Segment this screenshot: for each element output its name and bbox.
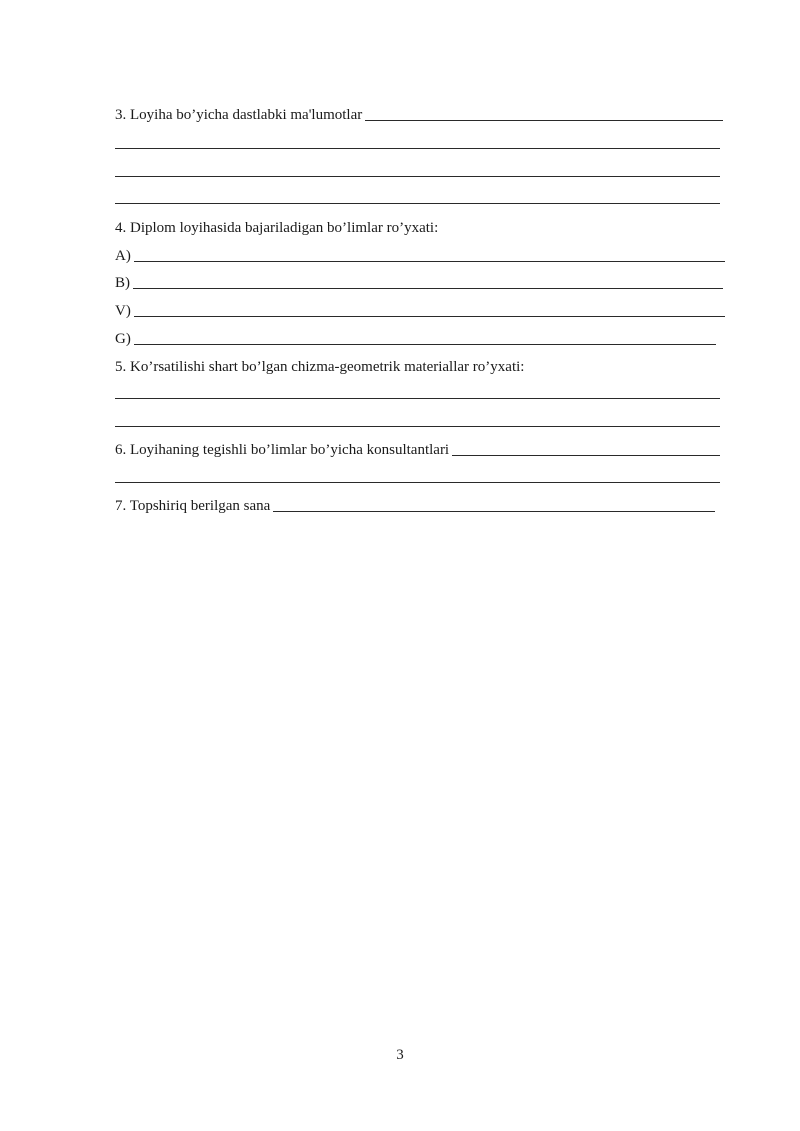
item-label: G): [115, 331, 131, 347]
section-5-title: 5. Ko’rsatilishi shart bo’lgan chizma-geometrik materiallar ro’yxati:: [115, 359, 525, 375]
section-4-item-v: [115, 298, 725, 320]
section-3-blank-line[interactable]: [115, 203, 720, 204]
section-6-row: [115, 437, 720, 459]
section-6-blank[interactable]: [452, 455, 720, 456]
section-5-blank-line[interactable]: [115, 398, 720, 399]
item-v-blank[interactable]: [134, 316, 725, 317]
page-number: 3: [396, 1047, 404, 1063]
item-g-blank[interactable]: [134, 344, 716, 345]
section-6-blank-line[interactable]: [115, 482, 720, 483]
section-7-label: 7. Topshiriq berilgan sana: [115, 498, 271, 514]
item-label: A): [115, 248, 131, 264]
section-7-row: [115, 493, 715, 515]
item-label: V): [115, 303, 131, 319]
section-3-blank-line[interactable]: [115, 176, 720, 177]
section-3-row: [115, 102, 723, 124]
section-4-item-b: [115, 270, 723, 292]
section-6-label: 6. Loyihaning tegishli bo’limlar bo’yicha konsultantlari: [115, 442, 450, 458]
section-3-blank-line[interactable]: [115, 148, 720, 149]
section-4-title-row: [115, 215, 725, 237]
item-label: B): [115, 275, 130, 291]
item-b-blank[interactable]: [133, 288, 723, 289]
section-3-label: 3. Loyiha bo’yicha dastlabki ma'lumotlar: [115, 107, 363, 123]
section-5-blank-line[interactable]: [115, 426, 720, 427]
section-7-blank[interactable]: [273, 511, 715, 512]
section-4-item-a: [115, 243, 725, 265]
section-5-title-row: [115, 354, 725, 376]
item-a-blank[interactable]: [134, 261, 725, 262]
section-4-item-g: [115, 326, 716, 348]
section-3-blank[interactable]: [365, 120, 723, 121]
section-4-title: 4. Diplom loyihasida bajariladigan bo’limlar ro’yxati:: [115, 220, 439, 236]
